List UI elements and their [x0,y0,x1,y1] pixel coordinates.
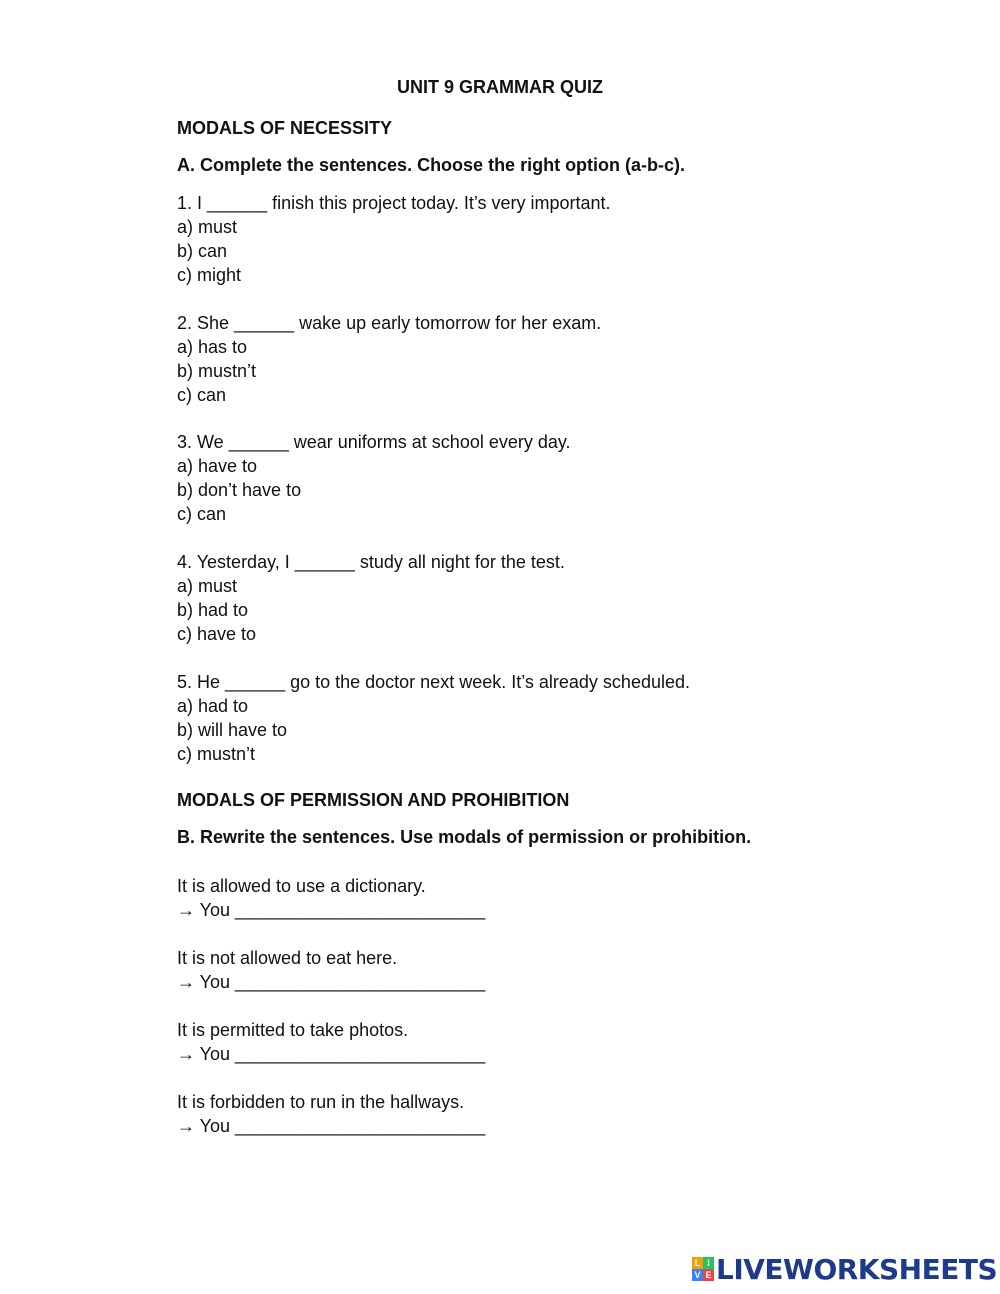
option-c: c) have to [177,624,257,644]
question-text: 2. She ______ wake up early tomorrow for her exam. [177,313,602,333]
question-text: 1. I ______ finish this project today. It’s very important. [177,193,611,213]
option-b: b) mustn’t [177,361,257,381]
logo-mark-letter: L [692,1257,703,1269]
logo-mark-letter: E [703,1269,714,1281]
option-b: b) had to [177,600,249,620]
liveworksheets-logo [692,1254,997,1284]
logo-mark-letter: V [692,1269,703,1281]
instruction-b: B. Rewrite the sentences. Use modals of permission or prohibition. [177,827,752,847]
option-c: c) can [177,385,227,405]
rewrite-sentence: It is forbidden to run in the hallways. [177,1092,465,1112]
logo-text: LIVEWORKSHEETS [716,1252,998,1286]
option-b: b) don’t have to [177,480,302,500]
logo-mark-letter: I [703,1257,714,1269]
section-heading-necessity: MODALS OF NECESSITY [177,118,393,138]
option-b: b) will have to [177,720,288,740]
option-b: b) can [177,241,228,261]
page-title: UNIT 9 GRAMMAR QUIZ [397,77,603,97]
rewrite-sentence: It is permitted to take photos. [177,1020,409,1040]
option-a: a) must [177,217,238,237]
answer-line: → You _________________________ [177,1044,486,1064]
option-a: a) had to [177,696,249,716]
section-heading-permission: MODALS OF PERMISSION AND PROHIBITION [177,790,570,810]
option-a: a) has to [177,337,248,357]
question-text: 3. We ______ wear uniforms at school every day. [177,432,571,452]
question-text: 5. He ______ go to the doctor next week. It’s already scheduled. [177,672,690,692]
option-a: a) must [177,576,238,596]
answer-line: → You _________________________ [177,972,486,992]
logo-mark-icon [692,1257,714,1281]
answer-line: → You _________________________ [177,1116,486,1136]
option-c: c) might [177,265,242,285]
question-text: 4. Yesterday, I ______ study all night for the test. [177,552,565,572]
rewrite-sentence: It is not allowed to eat here. [177,948,398,968]
instruction-a: A. Complete the sentences. Choose the right option (a-b-c). [177,155,686,175]
answer-line: → You _________________________ [177,900,486,920]
option-c: c) mustn’t [177,744,256,764]
option-c: c) can [177,504,227,524]
option-a: a) have to [177,456,258,476]
rewrite-sentence: It is allowed to use a dictionary. [177,876,426,896]
